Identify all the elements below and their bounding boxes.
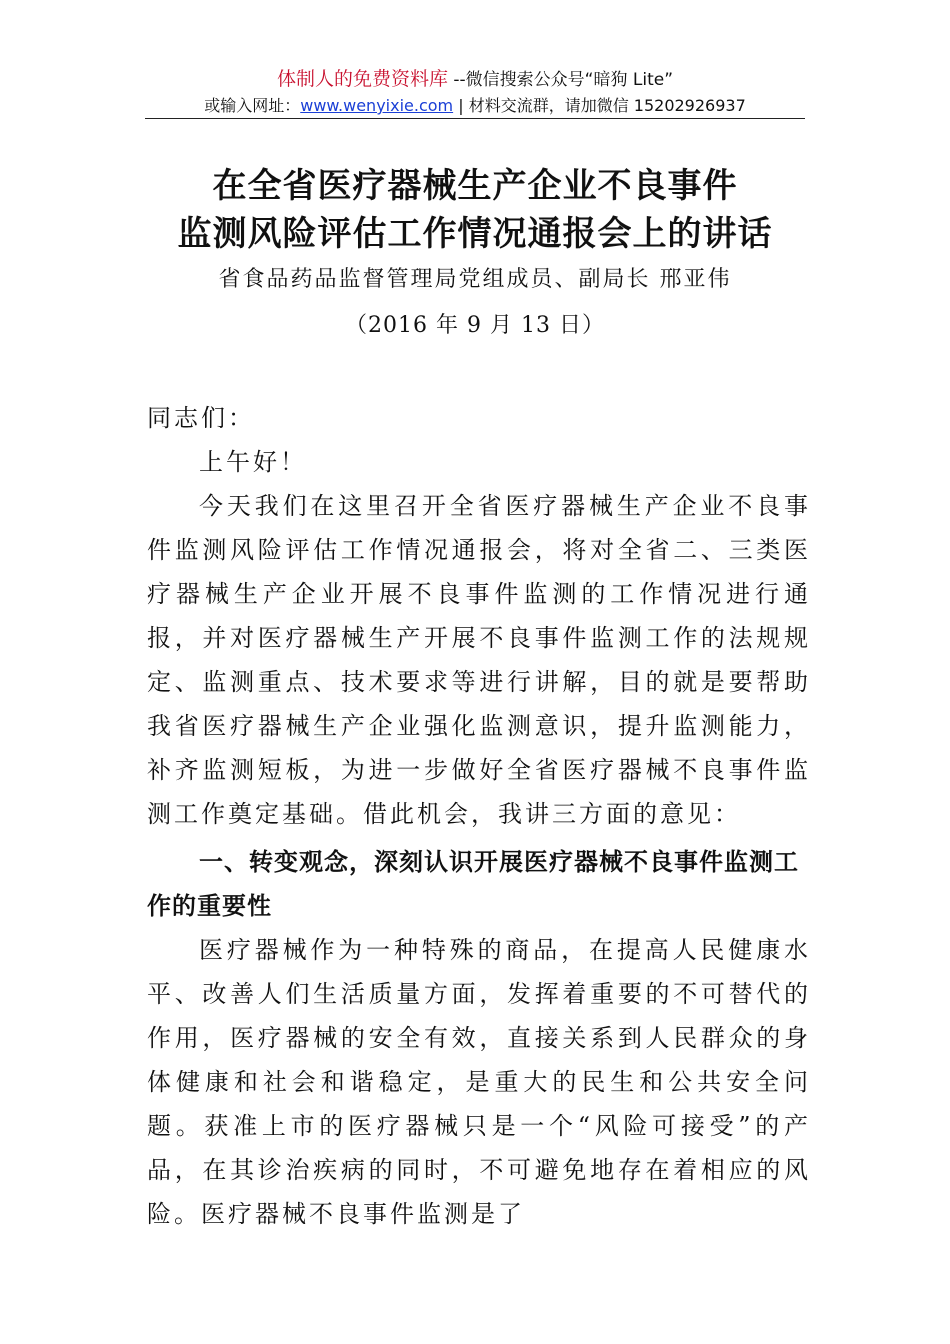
greeting: 上午好！ [199,448,307,476]
website-link[interactable]: www.wenyixie.com [300,96,454,115]
section-heading-1: 一、转变观念，深刻认识开展医疗器械不良事件监测工作的重要性 [147,848,799,920]
wechat-search-text: --微信搜索公众号“暗狗 Lite” [448,70,674,90]
speaker-byline: 省食品药品监督管理局党组成员、副局长 邢亚伟 [218,267,732,292]
page-header [145,66,805,119]
body-paragraph-2: 医疗器械作为一种特殊的商品，在提高人民健康水平、改善人们生活质量方面，发挥着重要的不可替代的作用，医疗器械的安全有效，直接关系到人民群众的身体健康和社会和谐稳定，是重大的民生和公共安全问题。获准上市的医疗器械只是一个“风险可接受”的产品，在其诊治疾病的同时，不可避免地存在着相应的风险。医疗器械不良事件监测是了 [147,936,811,1228]
contact-text: | 材料交流群，请加微信 15202926937 [453,96,746,115]
header-divider [145,118,805,119]
header-line-2 [145,93,805,119]
speech-date: （2016 年 9 月 13 日） [345,313,605,338]
brand-name: 体制人的免费资料库 [276,68,448,90]
document-title-line-1: 在全省医疗器械生产企业不良事件 [212,166,738,206]
body-paragraph-1: 今天我们在这里召开全省医疗器械生产企业不良事件监测风险评估工作情况通报会，将对全省二、三类医疗器械生产企业开展不良事件监测的工作情况进行通报，并对医疗器械生产开展不良事件监测工作的法规规定、监测重点、技术要求等进行讲解，目的就是要帮助我省医疗器械生产企业强化监测意识，提升监测能力，补齐监测短板，为进一步做好全省医疗器械不良事件监测工作奠定基础。借此机会，我讲三方面的意见： [147,492,811,828]
salutation: 同志们： [147,404,255,432]
url-prefix: 或输入网址： [204,96,301,115]
header-line-1 [145,66,805,93]
document-title-line-2: 监测风险评估工作情况通报会上的讲话 [177,214,773,254]
